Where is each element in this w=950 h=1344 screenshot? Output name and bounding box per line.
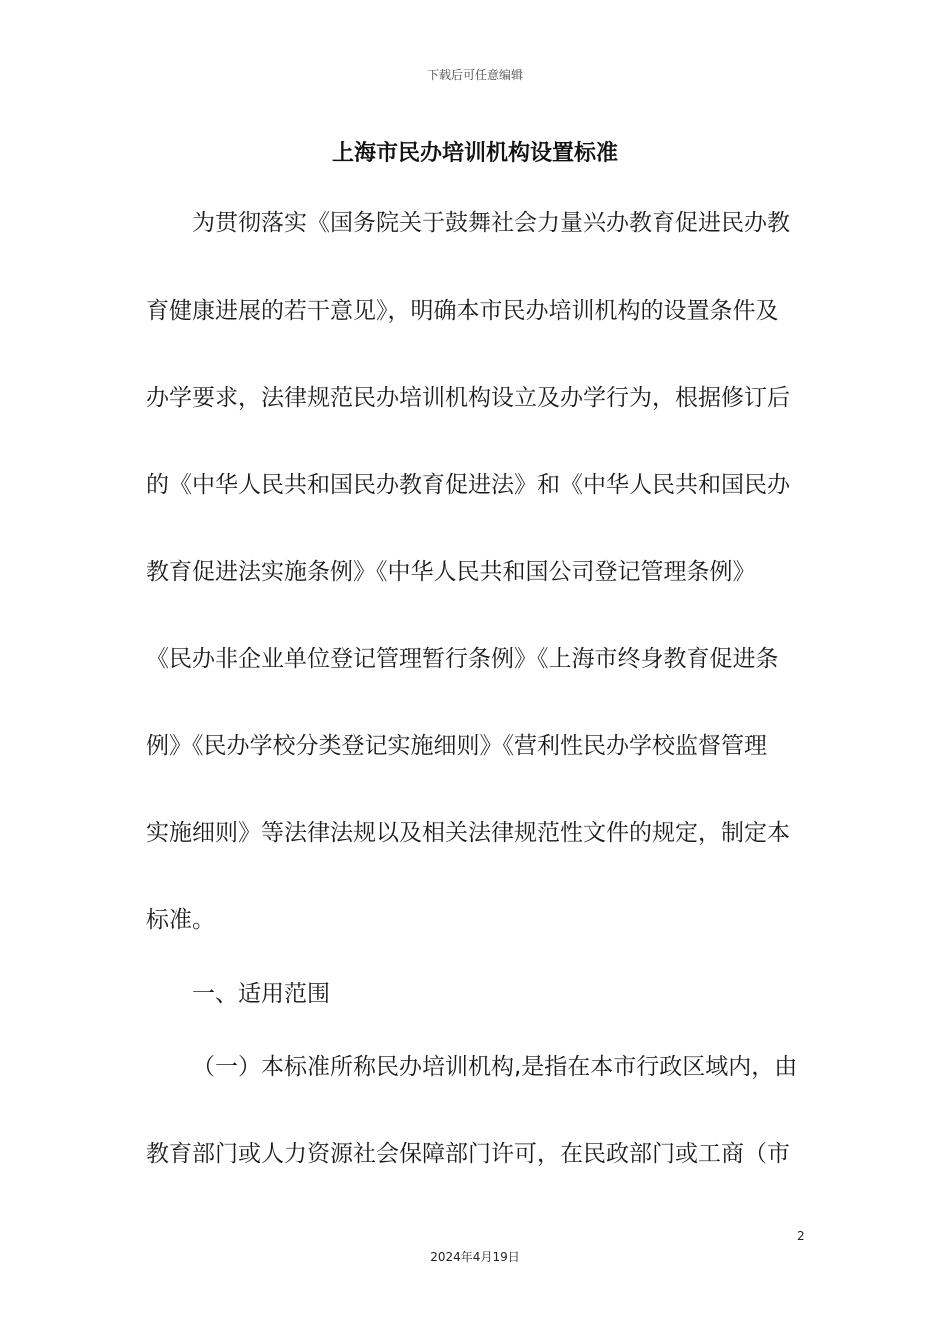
page-footer-date: 2024年4月19日 [430, 1250, 520, 1264]
paragraph-line: 的《中华人民共和国民办教育促进法》和《中华人民共和国民办 [146, 472, 790, 498]
paragraph-line: 实施细则》等法律法规以及相关法律规范性文件的规定，制定本 [146, 820, 790, 846]
page-number: 2 [797, 1229, 805, 1243]
section-heading: 一、适用范围 [192, 981, 330, 1007]
paragraph-line: 育健康进展的若干意见》，明确本市民办培训机构的设置条件及 [146, 298, 779, 324]
paragraph-line: 标准。 [146, 907, 215, 933]
paragraph-line: 例》《民办学校分类登记实施细则》《营利性民办学校监督管理 [146, 733, 767, 759]
paragraph-line: 教育促进法实施条例》《中华人民共和国公司登记管理条例》 [146, 559, 756, 585]
paragraph-line: 教育部门或人力资源社会保障部门许可，在民政部门或工商（市 [146, 1141, 790, 1167]
paragraph-line: 办学要求，法律规范民办培训机构设立及办学行为，根据修订后 [146, 385, 790, 411]
paragraph-line: 《民办非企业单位登记管理暂行条例》《上海市终身教育促进条 [146, 646, 779, 672]
page-header: 下载后可任意编辑 [426, 68, 523, 82]
paragraph-line: 为贯彻落实《国务院关于鼓舞社会力量兴办教育促进民办教 [192, 210, 790, 236]
paragraph-line: （一）本标准所称民办培训机构,是指在本市行政区域内，由 [192, 1054, 798, 1080]
document-title: 上海市民办培训机构设置标准 [331, 141, 618, 166]
